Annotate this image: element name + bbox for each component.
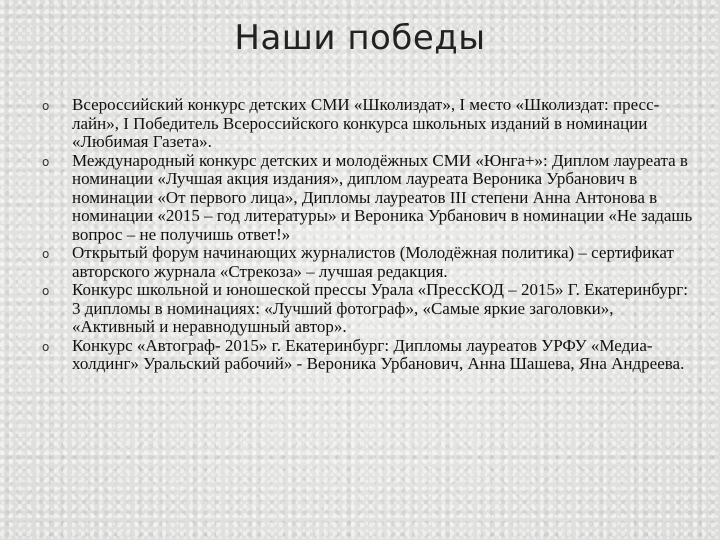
list-item-text: Международный конкурс детских и молодёжных СМИ «Юнга+»: Диплом лауреата в номинации «Лучшая акция издания», диплом лауреата Вероника Урбанович в номинации «От первого лица», Дипломы лауреатов III степени Анна Антонова в номинации «2015 – год литературы» и Вероника Урбанович в номинации «Не задашь вопрос – не получишь ответ!»	[72, 150, 693, 244]
list-item	[40, 152, 695, 245]
list-item-text: Всероссийский конкурс детских СМИ «Школиздат», I место «Школиздат: пресс-лайн», I Победитель Всероссийского конкурса школьных изданий в номинации «Любимая Газета».	[72, 95, 660, 151]
list-item-text: Конкурс «Автограф- 2015» г. Екатеринбург: Дипломы лауреатов УРФУ «Медиа-холдинг» Уральский рабочий» - Вероника Урбанович, Анна Шашева, Яна Андреева.	[72, 335, 685, 373]
bullet-icon: o	[42, 99, 50, 113]
bullet-icon: o	[42, 154, 50, 169]
list-item	[40, 96, 695, 152]
list-item	[40, 244, 695, 281]
list-item-text: Конкурс школьной и юношеской прессы Урала «ПрессКОД – 2015» Г. Екатеринбург: 3 дипломы в номинациях: «Лучший фотограф», «Самые яркие заголовки», «Активный и неравнодушный автор».	[72, 280, 688, 336]
bullet-icon: o	[42, 247, 50, 261]
slide-title: Наши победы	[234, 18, 486, 58]
bullet-icon: o	[42, 284, 50, 298]
achievements-list	[40, 96, 695, 374]
list-item-text: Открытый форум начинающих журналистов (Молодёжная политика) – сертификат авторского журнала «Стрекоза» – лучшая редакция.	[72, 243, 674, 281]
list-item	[40, 337, 695, 374]
list-item	[40, 281, 695, 337]
bullet-icon: o	[42, 339, 50, 354]
